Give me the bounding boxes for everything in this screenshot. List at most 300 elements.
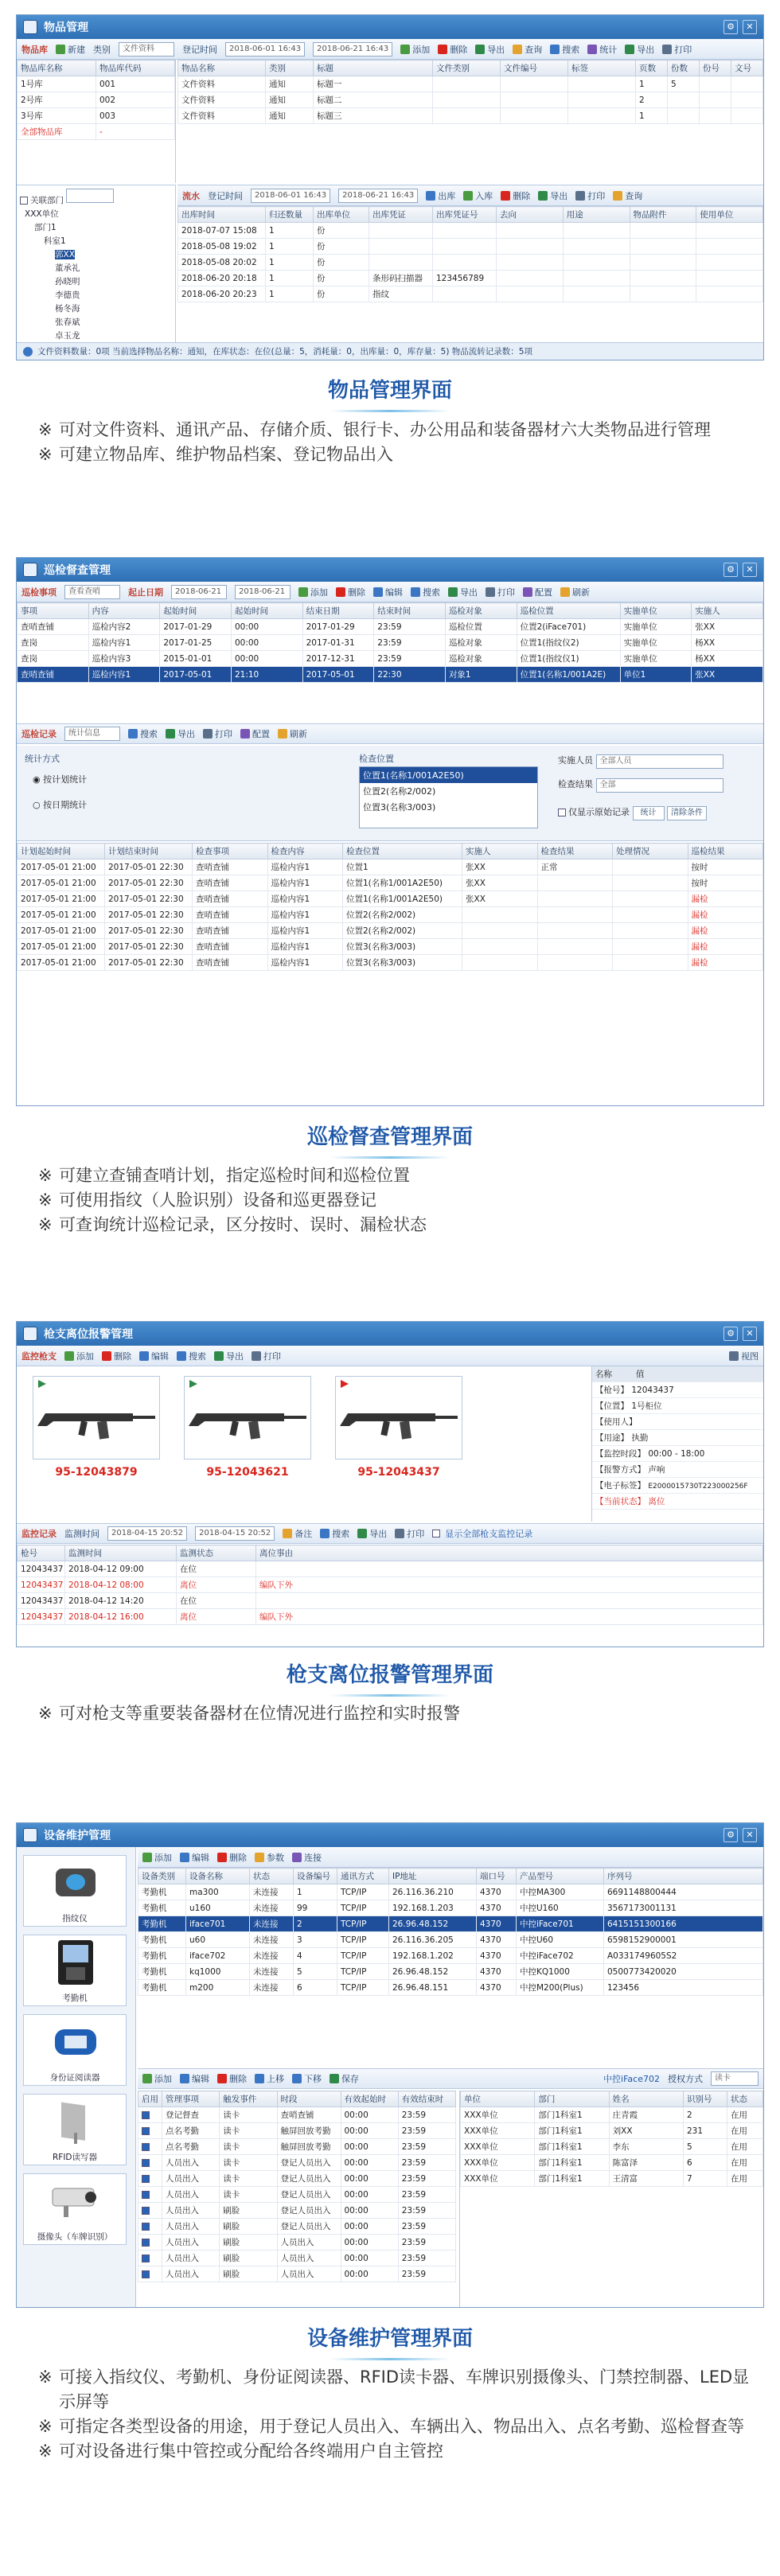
del-button[interactable] bbox=[501, 189, 530, 202]
table-row[interactable] bbox=[461, 2139, 763, 2155]
cell: 2 bbox=[294, 1916, 337, 1932]
col-user-unit: 使用单位 bbox=[696, 207, 763, 223]
checkbox[interactable] bbox=[558, 809, 566, 816]
note-button[interactable] bbox=[283, 1527, 312, 1540]
start-date-field[interactable]: 2018-06-01 16:43 bbox=[225, 42, 305, 57]
table-row[interactable] bbox=[178, 271, 763, 286]
connect-button[interactable] bbox=[292, 1851, 322, 1864]
table-row[interactable] bbox=[461, 2123, 763, 2139]
move-down-label: 下移 bbox=[304, 2074, 322, 2084]
item-rows bbox=[178, 76, 763, 124]
enable-cell[interactable] bbox=[138, 2123, 162, 2139]
checkbox[interactable] bbox=[142, 2175, 150, 2183]
table-row[interactable] bbox=[178, 239, 763, 255]
search-button[interactable] bbox=[177, 1350, 206, 1362]
cell: TCP/IP bbox=[337, 1932, 389, 1948]
search-button[interactable] bbox=[320, 1527, 349, 1540]
tree-search-input[interactable] bbox=[66, 189, 114, 203]
cell: 1 bbox=[294, 1884, 337, 1900]
cell: 在用 bbox=[727, 2123, 763, 2139]
delete-button[interactable] bbox=[217, 2072, 247, 2085]
cell: 2017-05-01 21:00 bbox=[18, 891, 105, 907]
col-start-date: 起始时间 bbox=[160, 603, 232, 619]
print-button[interactable] bbox=[395, 1527, 424, 1540]
cell: 查哨查铺 bbox=[18, 619, 89, 635]
cell: 1 bbox=[636, 108, 668, 124]
cell bbox=[568, 76, 636, 92]
attr-name-header: 名称 bbox=[595, 1370, 612, 1379]
table-row[interactable] bbox=[178, 223, 763, 239]
rifle-icon bbox=[37, 1399, 157, 1447]
category-select[interactable]: 文件资料 bbox=[119, 42, 174, 57]
cell: 4370 bbox=[477, 1916, 517, 1932]
checkbox[interactable] bbox=[142, 2127, 150, 2135]
cell: 6 bbox=[294, 1980, 337, 1996]
table-row[interactable] bbox=[138, 2155, 456, 2171]
exp-button[interactable] bbox=[538, 189, 567, 202]
cell: 位置2(iFace701) bbox=[517, 619, 620, 635]
print-label: 打印 bbox=[407, 1529, 425, 1539]
checkbox[interactable] bbox=[142, 2143, 150, 2151]
device-camera[interactable] bbox=[23, 2173, 127, 2245]
table-row[interactable] bbox=[138, 1916, 763, 1932]
checkbox[interactable] bbox=[142, 2270, 150, 2278]
tree-node[interactable]: 董承礼 bbox=[55, 263, 80, 273]
cell: 人员出入 bbox=[162, 2266, 220, 2282]
cell: 张XX bbox=[462, 859, 538, 875]
end-date[interactable]: 2018-06-21 bbox=[235, 585, 291, 599]
cell: 231 bbox=[684, 2123, 727, 2139]
cell: 1 bbox=[266, 223, 314, 239]
refresh-label: 刷新 bbox=[572, 587, 590, 598]
cell: 读卡 bbox=[220, 2155, 277, 2171]
tree-node[interactable]: 卓玉龙 bbox=[55, 331, 80, 341]
search-icon bbox=[128, 729, 138, 739]
new-button[interactable] bbox=[56, 43, 85, 56]
table-row[interactable] bbox=[461, 2155, 763, 2171]
register-toolbar bbox=[177, 185, 763, 206]
new-label: 新建 bbox=[68, 44, 85, 55]
table-row[interactable] bbox=[18, 1577, 763, 1593]
search-button[interactable] bbox=[411, 586, 440, 598]
enable-cell[interactable] bbox=[138, 2107, 162, 2123]
record-table bbox=[17, 843, 763, 971]
table-row[interactable] bbox=[138, 2203, 456, 2219]
qry-button[interactable] bbox=[613, 189, 642, 202]
cell: 未连接 bbox=[250, 1916, 294, 1932]
cell: 2017-12-31 bbox=[302, 651, 374, 667]
add-button[interactable] bbox=[64, 1350, 94, 1362]
check-pos-list[interactable] bbox=[359, 766, 538, 828]
col-pages: 页数 bbox=[636, 60, 668, 76]
cell: 00:00 bbox=[341, 2123, 398, 2139]
table-row[interactable] bbox=[18, 891, 763, 907]
close-icon[interactable]: ✕ bbox=[743, 1327, 757, 1341]
col-end-date: 结束日期 bbox=[302, 603, 374, 619]
out-icon bbox=[426, 191, 435, 201]
cell: 1 bbox=[266, 286, 314, 302]
enable-cell[interactable] bbox=[138, 2155, 162, 2171]
cell bbox=[613, 891, 688, 907]
export-button[interactable] bbox=[475, 43, 505, 56]
end-date-field[interactable]: 2018-06-21 16:43 bbox=[313, 42, 392, 57]
table-row[interactable] bbox=[18, 859, 763, 875]
refresh-button[interactable] bbox=[278, 727, 307, 740]
cell: 23:59 bbox=[398, 2219, 455, 2235]
gun-grid bbox=[17, 1366, 590, 1522]
query-icon bbox=[513, 45, 522, 54]
cell: 23:59 bbox=[374, 619, 446, 635]
gun-card[interactable] bbox=[33, 1376, 160, 1459]
table-row[interactable] bbox=[18, 907, 763, 923]
table-row[interactable] bbox=[18, 124, 175, 140]
cell: 123456789 bbox=[433, 271, 497, 286]
table-row[interactable] bbox=[138, 2171, 456, 2187]
table-row[interactable] bbox=[138, 2235, 456, 2251]
auth-mode-select[interactable]: 读卡 bbox=[711, 2071, 759, 2086]
gun-card[interactable] bbox=[184, 1376, 311, 1459]
cell bbox=[433, 286, 497, 302]
cell bbox=[568, 92, 636, 108]
attr-row bbox=[592, 1430, 763, 1446]
col-port: 端口号 bbox=[477, 1869, 517, 1884]
col-plan-end: 计划结束时间 bbox=[105, 844, 193, 859]
gun-number: 95-12043621 bbox=[206, 1466, 289, 1479]
export-button[interactable] bbox=[166, 727, 195, 740]
settings-icon[interactable]: ⚙ bbox=[723, 1327, 738, 1341]
search-button[interactable] bbox=[550, 43, 579, 56]
enable-cell[interactable] bbox=[138, 2235, 162, 2251]
search-button[interactable] bbox=[128, 727, 158, 740]
cell: 5 bbox=[668, 76, 700, 92]
cell: 巡检内容1 bbox=[267, 923, 343, 939]
print-button[interactable] bbox=[662, 43, 692, 56]
settings-icon[interactable]: ⚙ bbox=[723, 563, 738, 577]
table-row[interactable] bbox=[138, 2187, 456, 2203]
edit-button[interactable] bbox=[180, 1851, 209, 1864]
cell: 巡检位置 bbox=[445, 619, 517, 635]
show-all-checkbox[interactable] bbox=[432, 1527, 532, 1540]
cell: 2018-04-12 16:00 bbox=[65, 1609, 177, 1625]
refresh-icon bbox=[278, 729, 287, 739]
table-row[interactable] bbox=[18, 108, 175, 124]
stats-button[interactable] bbox=[587, 43, 617, 56]
close-icon[interactable]: ✕ bbox=[743, 1828, 757, 1842]
cell: 刷脸 bbox=[220, 2203, 277, 2219]
export-icon bbox=[538, 191, 548, 201]
enable-cell[interactable] bbox=[138, 2187, 162, 2203]
table-row[interactable] bbox=[461, 2171, 763, 2187]
table-row[interactable] bbox=[18, 667, 763, 683]
bullet: ※ 可对文件资料、通讯产品、存储介质、银行卡、办公用品和装备器材六大类物品进行管理 bbox=[38, 418, 755, 442]
gun-card[interactable] bbox=[335, 1376, 462, 1459]
table-row[interactable] bbox=[461, 2107, 763, 2123]
export-button[interactable] bbox=[214, 1350, 244, 1362]
cell: 对象1 bbox=[445, 667, 517, 683]
delete-button[interactable] bbox=[217, 1851, 247, 1864]
cell: 1 bbox=[266, 255, 314, 271]
cell: 中控M200(Plus) bbox=[517, 1980, 604, 1996]
edit-button[interactable] bbox=[139, 1350, 169, 1362]
table-row[interactable] bbox=[18, 955, 763, 971]
radio-by-date[interactable]: ○ 按日期统计 bbox=[33, 800, 88, 810]
tree-node[interactable]: 张春斌 bbox=[55, 318, 80, 327]
cell: 通知 bbox=[266, 76, 314, 92]
checkbox[interactable] bbox=[142, 2159, 150, 2167]
cell: 23:59 bbox=[398, 2266, 455, 2282]
table-row[interactable] bbox=[138, 1980, 763, 1996]
record-type-select[interactable]: 统计信息 bbox=[64, 727, 120, 741]
stat-button[interactable]: 统计 bbox=[633, 806, 665, 820]
delete-button[interactable] bbox=[102, 1350, 131, 1362]
tree-node[interactable]: 孙晓明 bbox=[55, 277, 80, 286]
checkbox[interactable] bbox=[142, 2254, 150, 2262]
add-button[interactable] bbox=[400, 43, 430, 56]
cell: 在位 bbox=[177, 1561, 256, 1577]
table-row[interactable] bbox=[178, 76, 763, 92]
table-row[interactable] bbox=[138, 2139, 456, 2155]
arrow-up-icon bbox=[255, 2074, 264, 2083]
cell: 2 bbox=[684, 2107, 727, 2123]
cell: 实施单位 bbox=[620, 635, 692, 651]
config-button[interactable] bbox=[523, 586, 552, 598]
table-row[interactable] bbox=[18, 635, 763, 651]
delete-button[interactable] bbox=[438, 43, 467, 56]
table-row[interactable] bbox=[138, 1900, 763, 1916]
edit-button[interactable] bbox=[373, 586, 403, 598]
usage-list bbox=[138, 2091, 456, 2307]
export2-button[interactable] bbox=[625, 43, 654, 56]
cell: 1 bbox=[266, 239, 314, 255]
view-button[interactable] bbox=[729, 1350, 759, 1362]
table-row[interactable] bbox=[178, 255, 763, 271]
impl-person-select[interactable]: 全部人员 bbox=[596, 754, 723, 769]
flag-icon bbox=[341, 1380, 349, 1388]
cell: 6415151300166 bbox=[604, 1916, 763, 1932]
cell: 按时 bbox=[688, 859, 763, 875]
tree-node[interactable]: 杨冬海 bbox=[55, 304, 80, 314]
table-row[interactable] bbox=[138, 1932, 763, 1948]
cell bbox=[433, 92, 501, 108]
cell: 3 bbox=[294, 1932, 337, 1948]
table-row[interactable] bbox=[18, 1593, 763, 1609]
cell: 查岗 bbox=[18, 635, 89, 651]
table-row[interactable] bbox=[138, 2219, 456, 2235]
cell bbox=[462, 939, 538, 955]
search-label: 搜索 bbox=[189, 1350, 206, 1362]
out-button[interactable] bbox=[426, 189, 455, 202]
cell: 2015-01-01 bbox=[160, 651, 232, 667]
table-row[interactable] bbox=[178, 92, 763, 108]
table-row[interactable] bbox=[18, 619, 763, 635]
cell: 2018-06-20 20:23 bbox=[178, 286, 266, 302]
table-row[interactable] bbox=[178, 108, 763, 124]
cell: 张XX bbox=[692, 619, 763, 635]
settings-icon[interactable]: ⚙ bbox=[723, 1828, 738, 1842]
checkbox[interactable] bbox=[142, 2111, 150, 2119]
tree-node[interactable]: XXX单位 bbox=[25, 209, 59, 219]
move-up-button[interactable] bbox=[255, 2072, 284, 2085]
col-plan-start: 计划起始时间 bbox=[18, 844, 105, 859]
prt-button[interactable] bbox=[575, 189, 605, 202]
checkbox[interactable] bbox=[142, 2207, 150, 2215]
cell: A0331749605S2 bbox=[604, 1948, 763, 1964]
connect-icon bbox=[292, 1853, 302, 1862]
reg-end-field[interactable]: 2018-06-21 16:43 bbox=[338, 189, 418, 203]
device-id-reader[interactable] bbox=[23, 2014, 127, 2086]
enable-cell[interactable] bbox=[138, 2266, 162, 2282]
list-item[interactable]: 位置2(名称2/002) bbox=[363, 786, 436, 797]
table-row[interactable] bbox=[138, 1964, 763, 1980]
tree-node-selected[interactable]: 郭XX bbox=[55, 250, 75, 259]
matter-select[interactable]: 查看查哨 bbox=[64, 585, 120, 599]
attr-row bbox=[592, 1398, 763, 1414]
window-title: 设备维护管理 bbox=[44, 1830, 111, 1842]
delete-button[interactable] bbox=[336, 586, 365, 598]
edit-icon bbox=[373, 587, 383, 597]
enable-cell[interactable] bbox=[138, 2139, 162, 2155]
move-down-button[interactable] bbox=[292, 2072, 322, 2085]
add-button[interactable] bbox=[142, 2072, 172, 2085]
checkbox[interactable] bbox=[142, 2191, 150, 2199]
stat-mode-label: 统计方式 bbox=[25, 754, 60, 764]
cell: 刷脸 bbox=[220, 2219, 277, 2235]
table-row[interactable] bbox=[18, 651, 763, 667]
table-row[interactable] bbox=[138, 1884, 763, 1900]
result-select[interactable]: 全部 bbox=[596, 778, 723, 793]
enable-cell[interactable] bbox=[138, 2219, 162, 2235]
table-row[interactable] bbox=[138, 2107, 456, 2123]
checkbox[interactable] bbox=[432, 1530, 440, 1537]
col-time: 监测时间 bbox=[65, 1545, 177, 1561]
item-table bbox=[177, 60, 763, 124]
cell bbox=[630, 255, 696, 271]
cell: XXX单位 bbox=[461, 2123, 535, 2139]
export-button[interactable] bbox=[357, 1527, 387, 1540]
table-row[interactable] bbox=[178, 286, 763, 302]
col-trigger: 触发事件 bbox=[220, 2091, 277, 2107]
col-lib-name: 物品库名称 bbox=[18, 60, 96, 76]
gun-record-table bbox=[17, 1545, 763, 1625]
cell: 00:00 bbox=[231, 651, 302, 667]
device-attendance[interactable] bbox=[23, 1935, 127, 2006]
table-row[interactable] bbox=[18, 1609, 763, 1625]
settings-icon[interactable]: ⚙ bbox=[723, 20, 738, 34]
cell: 00:00 bbox=[341, 2139, 398, 2155]
attr-row bbox=[592, 1494, 763, 1510]
table-row[interactable] bbox=[138, 1948, 763, 1964]
table-row[interactable] bbox=[18, 76, 175, 92]
table-row[interactable] bbox=[138, 2123, 456, 2139]
col-state: 状态 bbox=[727, 2091, 763, 2107]
device-label: RFID读写器 bbox=[52, 2153, 98, 2162]
col-check-matter: 检查事项 bbox=[193, 844, 268, 859]
in-button[interactable] bbox=[463, 189, 493, 202]
add-icon bbox=[64, 1351, 74, 1361]
start-date[interactable]: 2018-06-21 bbox=[171, 585, 227, 599]
device-rfid[interactable] bbox=[23, 2094, 127, 2165]
table-row[interactable] bbox=[18, 92, 175, 108]
params-button[interactable] bbox=[255, 1851, 284, 1864]
config-button[interactable] bbox=[240, 727, 270, 740]
list-item[interactable]: 位置3(名称3/003) bbox=[363, 802, 436, 813]
cell: 未连接 bbox=[250, 1932, 294, 1948]
org-tree bbox=[17, 185, 176, 342]
attr-key: 【使用人】 bbox=[595, 1417, 638, 1427]
cell: 2017-05-01 22:30 bbox=[105, 939, 193, 955]
checkbox[interactable] bbox=[20, 197, 28, 205]
reg-start-field[interactable]: 2018-06-01 16:43 bbox=[251, 189, 330, 203]
cell: 在位 bbox=[177, 1593, 256, 1609]
table-row[interactable] bbox=[18, 875, 763, 891]
cell: 2017-01-31 bbox=[302, 635, 374, 651]
add-button[interactable] bbox=[298, 586, 328, 598]
edit-button[interactable] bbox=[180, 2072, 209, 2085]
tree-node[interactable]: 部门1 bbox=[34, 223, 57, 232]
col-file-cat: 文件类别 bbox=[433, 60, 501, 76]
tree-node[interactable]: 李德贵 bbox=[55, 290, 80, 300]
add-button[interactable] bbox=[142, 1851, 172, 1864]
checkbox[interactable] bbox=[142, 2239, 150, 2247]
clear-button[interactable]: 清除条件 bbox=[667, 806, 707, 820]
cell: 份 bbox=[314, 271, 369, 286]
table-row[interactable] bbox=[138, 2251, 456, 2266]
col-dept: 部门 bbox=[535, 2091, 609, 2107]
close-icon[interactable]: ✕ bbox=[743, 563, 757, 577]
print-button[interactable] bbox=[203, 727, 232, 740]
enable-cell[interactable] bbox=[138, 2171, 162, 2187]
print-button[interactable] bbox=[252, 1350, 281, 1362]
cell: 份 bbox=[314, 223, 369, 239]
enable-cell[interactable] bbox=[138, 2251, 162, 2266]
export-label: 导出 bbox=[177, 729, 195, 739]
query-button[interactable] bbox=[513, 43, 542, 56]
table-row[interactable] bbox=[138, 2266, 456, 2282]
gun-record-list bbox=[17, 1545, 763, 1647]
table-row[interactable] bbox=[18, 923, 763, 939]
checkbox[interactable] bbox=[142, 2223, 150, 2231]
view-label: 视图 bbox=[741, 1350, 759, 1362]
cell: 6598152900001 bbox=[604, 1932, 763, 1948]
print-button[interactable] bbox=[486, 586, 515, 598]
list-item[interactable]: 位置1(名称1/001A2E50) bbox=[360, 767, 537, 783]
cell bbox=[731, 108, 763, 124]
export-button[interactable] bbox=[448, 586, 478, 598]
cell: 中控U60 bbox=[517, 1932, 604, 1948]
date-range-label: 起止日期 bbox=[128, 587, 163, 598]
tree-node[interactable]: 科室1 bbox=[44, 236, 66, 246]
end-time[interactable]: 2018-04-15 20:52 bbox=[195, 1526, 275, 1541]
cell: 巡检内容1 bbox=[267, 859, 343, 875]
plan-table bbox=[17, 602, 763, 683]
radio-by-plan[interactable]: ◉ 按计划统计 bbox=[33, 774, 88, 785]
attr-row bbox=[592, 1414, 763, 1430]
save-button[interactable] bbox=[330, 2072, 359, 2085]
table-row[interactable] bbox=[18, 1561, 763, 1577]
cell bbox=[563, 286, 630, 302]
add-icon bbox=[298, 587, 308, 597]
table-row[interactable] bbox=[18, 939, 763, 955]
cell: 编队下外 bbox=[256, 1609, 763, 1625]
close-icon[interactable]: ✕ bbox=[743, 20, 757, 34]
refresh-button[interactable] bbox=[560, 586, 590, 598]
cell bbox=[369, 223, 433, 239]
start-time[interactable]: 2018-04-15 20:52 bbox=[107, 1526, 187, 1541]
cell: 读卡 bbox=[220, 2107, 277, 2123]
cell: 12043437 bbox=[18, 1577, 65, 1593]
device-fingerprint[interactable] bbox=[23, 1855, 127, 1927]
enable-cell[interactable] bbox=[138, 2203, 162, 2219]
